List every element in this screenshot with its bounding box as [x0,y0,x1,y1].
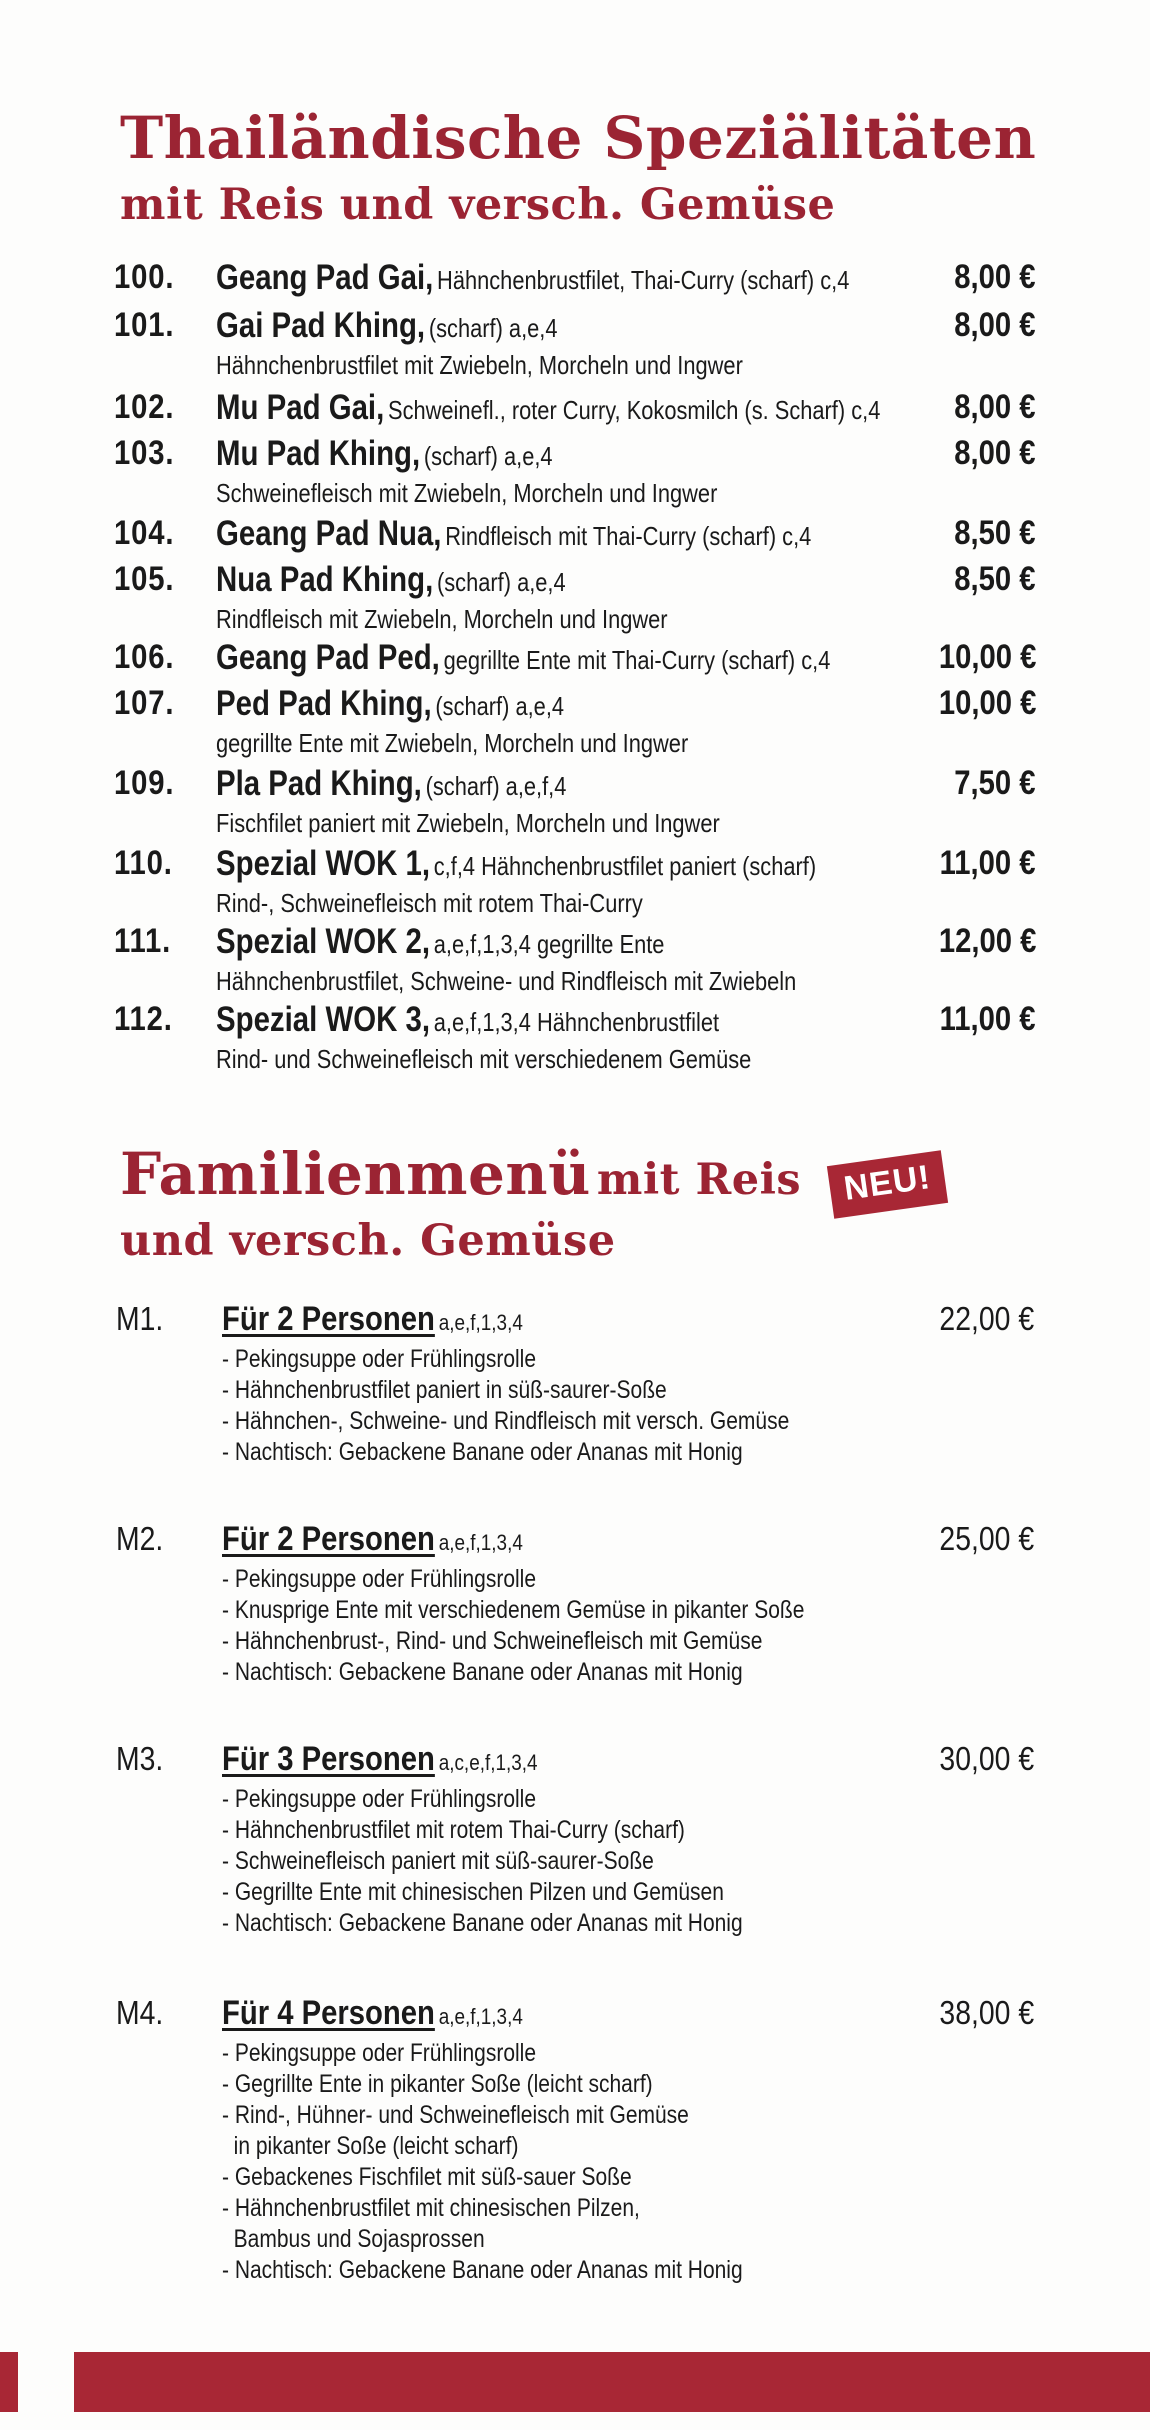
menu-course: - Gegrillte Ente mit chinesischen Pilzen und Gemüsen [222,1878,724,1906]
item-number: 109. [114,764,175,802]
item-price: 8,00 € [954,306,1036,344]
dish-detail: (scharf) a,e,4 [436,567,566,597]
item-number: 106. [114,638,175,676]
item-price: 11,00 € [940,844,1036,882]
menu-course: - Rind-, Hühner- und Schweinefleisch mit Gemüse [222,2101,689,2129]
dish-detail: a,e,f,1,3,4 Hähnchenbrustfilet [433,1007,720,1037]
item-price: 11,00 € [940,1000,1036,1038]
menu-course: - Gebackenes Fischfilet mit süß-sauer Soße [222,2163,632,2191]
menu-persons: Für 3 Personen [222,1740,435,1778]
menu-code: M1. [116,1300,164,1337]
menu-course-list [222,2038,743,2286]
footer-mark [0,2352,18,2412]
dish-detail: (scharf) a,e,4 [435,691,565,721]
dish-name: Gai Pad Khing, [216,306,426,345]
menu-persons: Für 2 Personen [222,1520,435,1558]
menu-allergens: a,e,f,1,3,4 [438,1530,523,1555]
dish-detail: (scharf) a,e,f,4 [425,771,567,801]
menu-persons: Für 4 Personen [222,1994,435,2032]
new-badge: NEU! [829,1153,946,1217]
dish-description: Schweinefleisch mit Zwiebeln, Morcheln und Ingwer [216,478,718,508]
dish-detail: c,f,4 Hähnchenbrustfilet paniert (scharf) [433,851,817,881]
menu-course: - Pekingsuppe oder Frühlingsrolle [222,1345,537,1373]
menu-allergens: a,e,f,1,3,4 [438,2004,523,2029]
menu-course: - Hähnchenbrust-, Rind- und Schweinefleisch mit Gemüse [222,1627,763,1655]
dish-name: Spezial WOK 2, [216,922,431,961]
menu-price: 25,00 € [939,1520,1034,1557]
menu-price: 38,00 € [939,1994,1034,2031]
dish-name: Geang Pad Nua, [216,514,442,553]
dish-name: Mu Pad Khing, [216,434,421,473]
item-price: 10,00 € [938,638,1036,676]
menu-course: - Hähnchenbrustfilet mit chinesischen Pilzen, [222,2194,640,2222]
dish-detail: (scharf) a,e,4 [423,441,553,471]
item-number: 100. [114,258,175,296]
dish-description: Hähnchenbrustfilet mit Zwiebeln, Morcheln und Ingwer [216,350,743,380]
menu-course: - Nachtisch: Gebackene Banane oder Ananas mit Honig [222,1438,743,1466]
menu-course: - Pekingsuppe oder Frühlingsrolle [222,1785,537,1813]
menu-course: Bambus und Sojasprossen [222,2225,485,2253]
menu-course: in pikanter Soße (leicht scharf) [222,2132,519,2160]
menu-persons: Für 2 Personen [222,1300,435,1338]
menu-price: 22,00 € [939,1300,1034,1337]
menu-course: - Pekingsuppe oder Frühlingsrolle [222,2039,537,2067]
menu-code: M3. [116,1740,164,1777]
item-price: 7,50 € [954,764,1036,802]
dish-detail: a,e,f,1,3,4 gegrillte Ente [433,929,665,959]
menu-allergens: a,c,e,f,1,3,4 [438,1750,538,1775]
dish-name: Pla Pad Khing, [216,764,422,803]
item-price: 10,00 € [938,684,1036,722]
dish-name: Nua Pad Khing, [216,560,434,599]
menu-course-list [222,1564,804,1688]
menu-course: - Nachtisch: Gebackene Banane oder Ananas mit Honig [222,1909,743,1937]
menu-course: - Nachtisch: Gebackene Banane oder Ananas mit Honig [222,1658,743,1686]
item-price: 8,00 € [954,434,1036,472]
dish-name: Mu Pad Gai, [216,388,385,427]
item-number: 103. [114,434,175,472]
dish-description: Rind-, Schweinefleisch mit rotem Thai-Curry [216,888,643,918]
dish-description: gegrillte Ente mit Zwiebeln, Morcheln und Ingwer [216,728,689,758]
item-number: 101. [114,306,175,344]
dish-description: Fischfilet paniert mit Zwiebeln, Morcheln und Ingwer [216,808,720,838]
item-price: 8,50 € [954,514,1036,552]
section-subtitle-family: und versch. Gemüse [120,1216,616,1266]
section-subtitle-thai: mit Reis und versch. Gemüse [120,180,836,230]
dish-name: Geang Pad Gai, [216,258,434,297]
item-number: 112. [114,1000,173,1038]
menu-course: - Hähnchenbrustfilet mit rotem Thai-Curry (scharf) [222,1816,685,1844]
item-number: 110. [114,844,173,882]
menu-price: 30,00 € [939,1740,1034,1777]
dish-detail: (scharf) a,e,4 [428,313,558,343]
item-number: 102. [114,388,175,426]
dish-description: Rindfleisch mit Zwiebeln, Morcheln und Ingwer [216,604,668,634]
item-price: 12,00 € [938,922,1036,960]
footer-bar [74,2352,1150,2412]
menu-course: - Knusprige Ente mit verschiedenem Gemüse in pikanter Soße [222,1596,805,1624]
section-title-family: Familienmenü mit Reis [120,1140,802,1208]
menu-course: - Hähnchenbrustfilet paniert in süß-saurer-Soße [222,1376,667,1404]
menu-course: - Hähnchen-, Schweine- und Rindfleisch mit versch. Gemüse [222,1407,790,1435]
dish-detail: gegrillte Ente mit Thai-Curry (scharf) c,4 [443,645,831,675]
menu-course-list [222,1344,789,1468]
menu-allergens: a,e,f,1,3,4 [438,1310,523,1335]
menu-course: - Schweinefleisch paniert mit süß-saurer-Soße [222,1847,654,1875]
item-number: 111. [114,922,172,960]
menu-course: - Gegrillte Ente in pikanter Soße (leicht scharf) [222,2070,653,2098]
menu-course: - Pekingsuppe oder Frühlingsrolle [222,1565,537,1593]
dish-description: Rind- und Schweinefleisch mit verschiedenem Gemüse [216,1044,752,1074]
section-title-thai: Thailändische Speziälitäten [120,104,1037,172]
dish-description: Hähnchenbrustfilet, Schweine- und Rindfleisch mit Zwiebeln [216,966,797,996]
item-number: 104. [114,514,175,552]
dish-detail: Schweinefl., roter Curry, Kokosmilch (s. Scharf) c,4 [388,395,881,425]
dish-detail: Rindfleisch mit Thai-Curry (scharf) c,4 [445,521,812,551]
item-number: 107. [114,684,175,722]
menu-course-list [222,1784,743,1939]
item-price: 8,00 € [954,258,1036,296]
menu-course: - Nachtisch: Gebackene Banane oder Ananas mit Honig [222,2256,743,2284]
menu-code: M2. [116,1520,164,1557]
item-price: 8,50 € [954,560,1036,598]
item-number: 105. [114,560,175,598]
dish-name: Geang Pad Ped, [216,638,440,677]
dish-detail: Hähnchenbrustfilet, Thai-Curry (scharf) c,4 [437,265,850,295]
item-price: 8,00 € [954,388,1036,426]
dish-name: Ped Pad Khing, [216,684,432,723]
dish-name: Spezial WOK 3, [216,1000,431,1039]
menu-code: M4. [116,1994,164,2031]
dish-name: Spezial WOK 1, [216,844,431,883]
